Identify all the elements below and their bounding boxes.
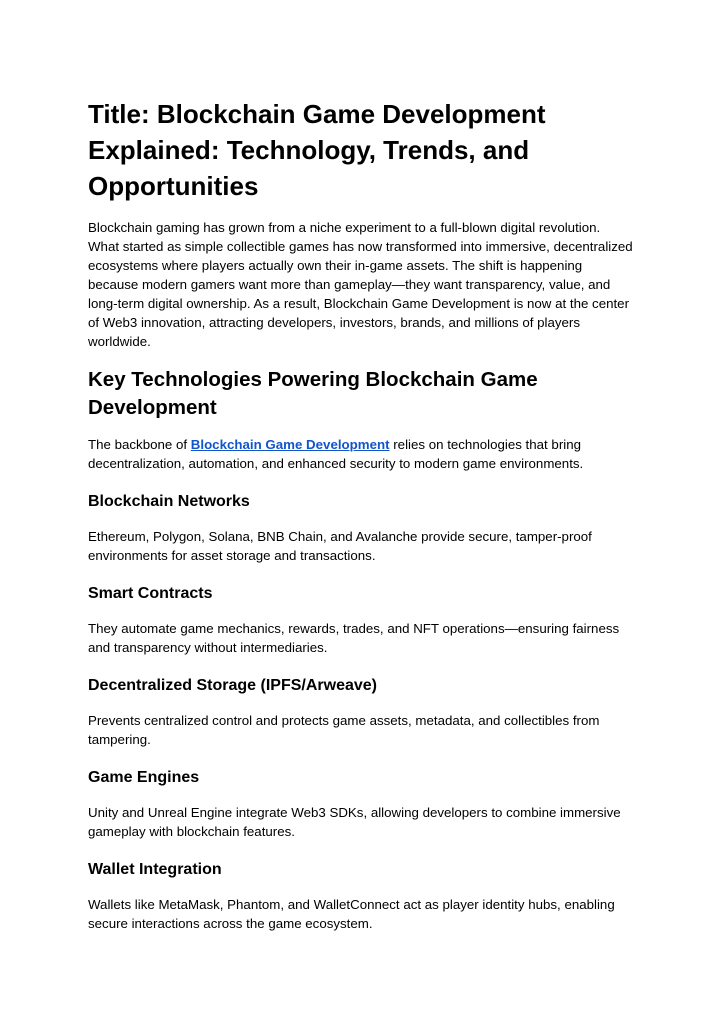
subsection-paragraph-blockchain-networks: Ethereum, Polygon, Solana, BNB Chain, and Avalanche provide secure, tamper-proof environments for asset storage and transactions. <box>88 529 592 563</box>
subsection-heading-wallet-integration: Wallet Integration <box>88 861 222 878</box>
subsection-heading-smart-contracts: Smart Contracts <box>88 585 213 602</box>
document-title: Title: Blockchain Game Development Explained: Technology, Trends, and Opportunities <box>88 99 546 201</box>
backbone-text-after: relies on technologies that bring decentralization, automation, and enhanced security to modern game environments. <box>88 437 584 471</box>
backbone-paragraph <box>88 435 634 473</box>
subsection-heading-blockchain-networks: Blockchain Networks <box>88 493 250 510</box>
blockchain-game-development-link[interactable]: Blockchain Game Development <box>190 437 390 452</box>
intro-paragraph: Blockchain gaming has grown from a niche experiment to a full-blown digital revolution. What started as simple collectible games has now transformed into immersive, decentralized ecosystems where players actually own their in-game assets. The shift is happening because modern gamers want more than gameplay—they want transparency, value, and long-term digital ownership. As a result, Blockchain Game Development is now at the center of Web3 innovation, attracting developers, investors, brands, and millions of players worldwide. <box>88 220 633 349</box>
document-body <box>88 96 634 933</box>
subsection-heading-game-engines: Game Engines <box>88 769 200 786</box>
section-heading-key-technologies: Key Technologies Powering Blockchain Game Development <box>88 368 538 419</box>
subsection-paragraph-game-engines: Unity and Unreal Engine integrate Web3 SDKs, allowing developers to combine immersive gameplay with blockchain features. <box>88 805 621 839</box>
subsection-paragraph-decentralized-storage: Prevents centralized control and protects game assets, metadata, and collectibles from tampering. <box>88 713 600 747</box>
subsection-paragraph-wallet-integration: Wallets like MetaMask, Phantom, and WalletConnect act as player identity hubs, enabling secure interactions across the game ecosystem. <box>88 897 615 931</box>
subsection-paragraph-smart-contracts: They automate game mechanics, rewards, trades, and NFT operations—ensuring fairness and transparency without intermediaries. <box>88 621 620 655</box>
backbone-text-before: The backbone of <box>88 437 191 452</box>
subsection-heading-decentralized-storage: Decentralized Storage (IPFS/Arweave) <box>88 677 377 694</box>
